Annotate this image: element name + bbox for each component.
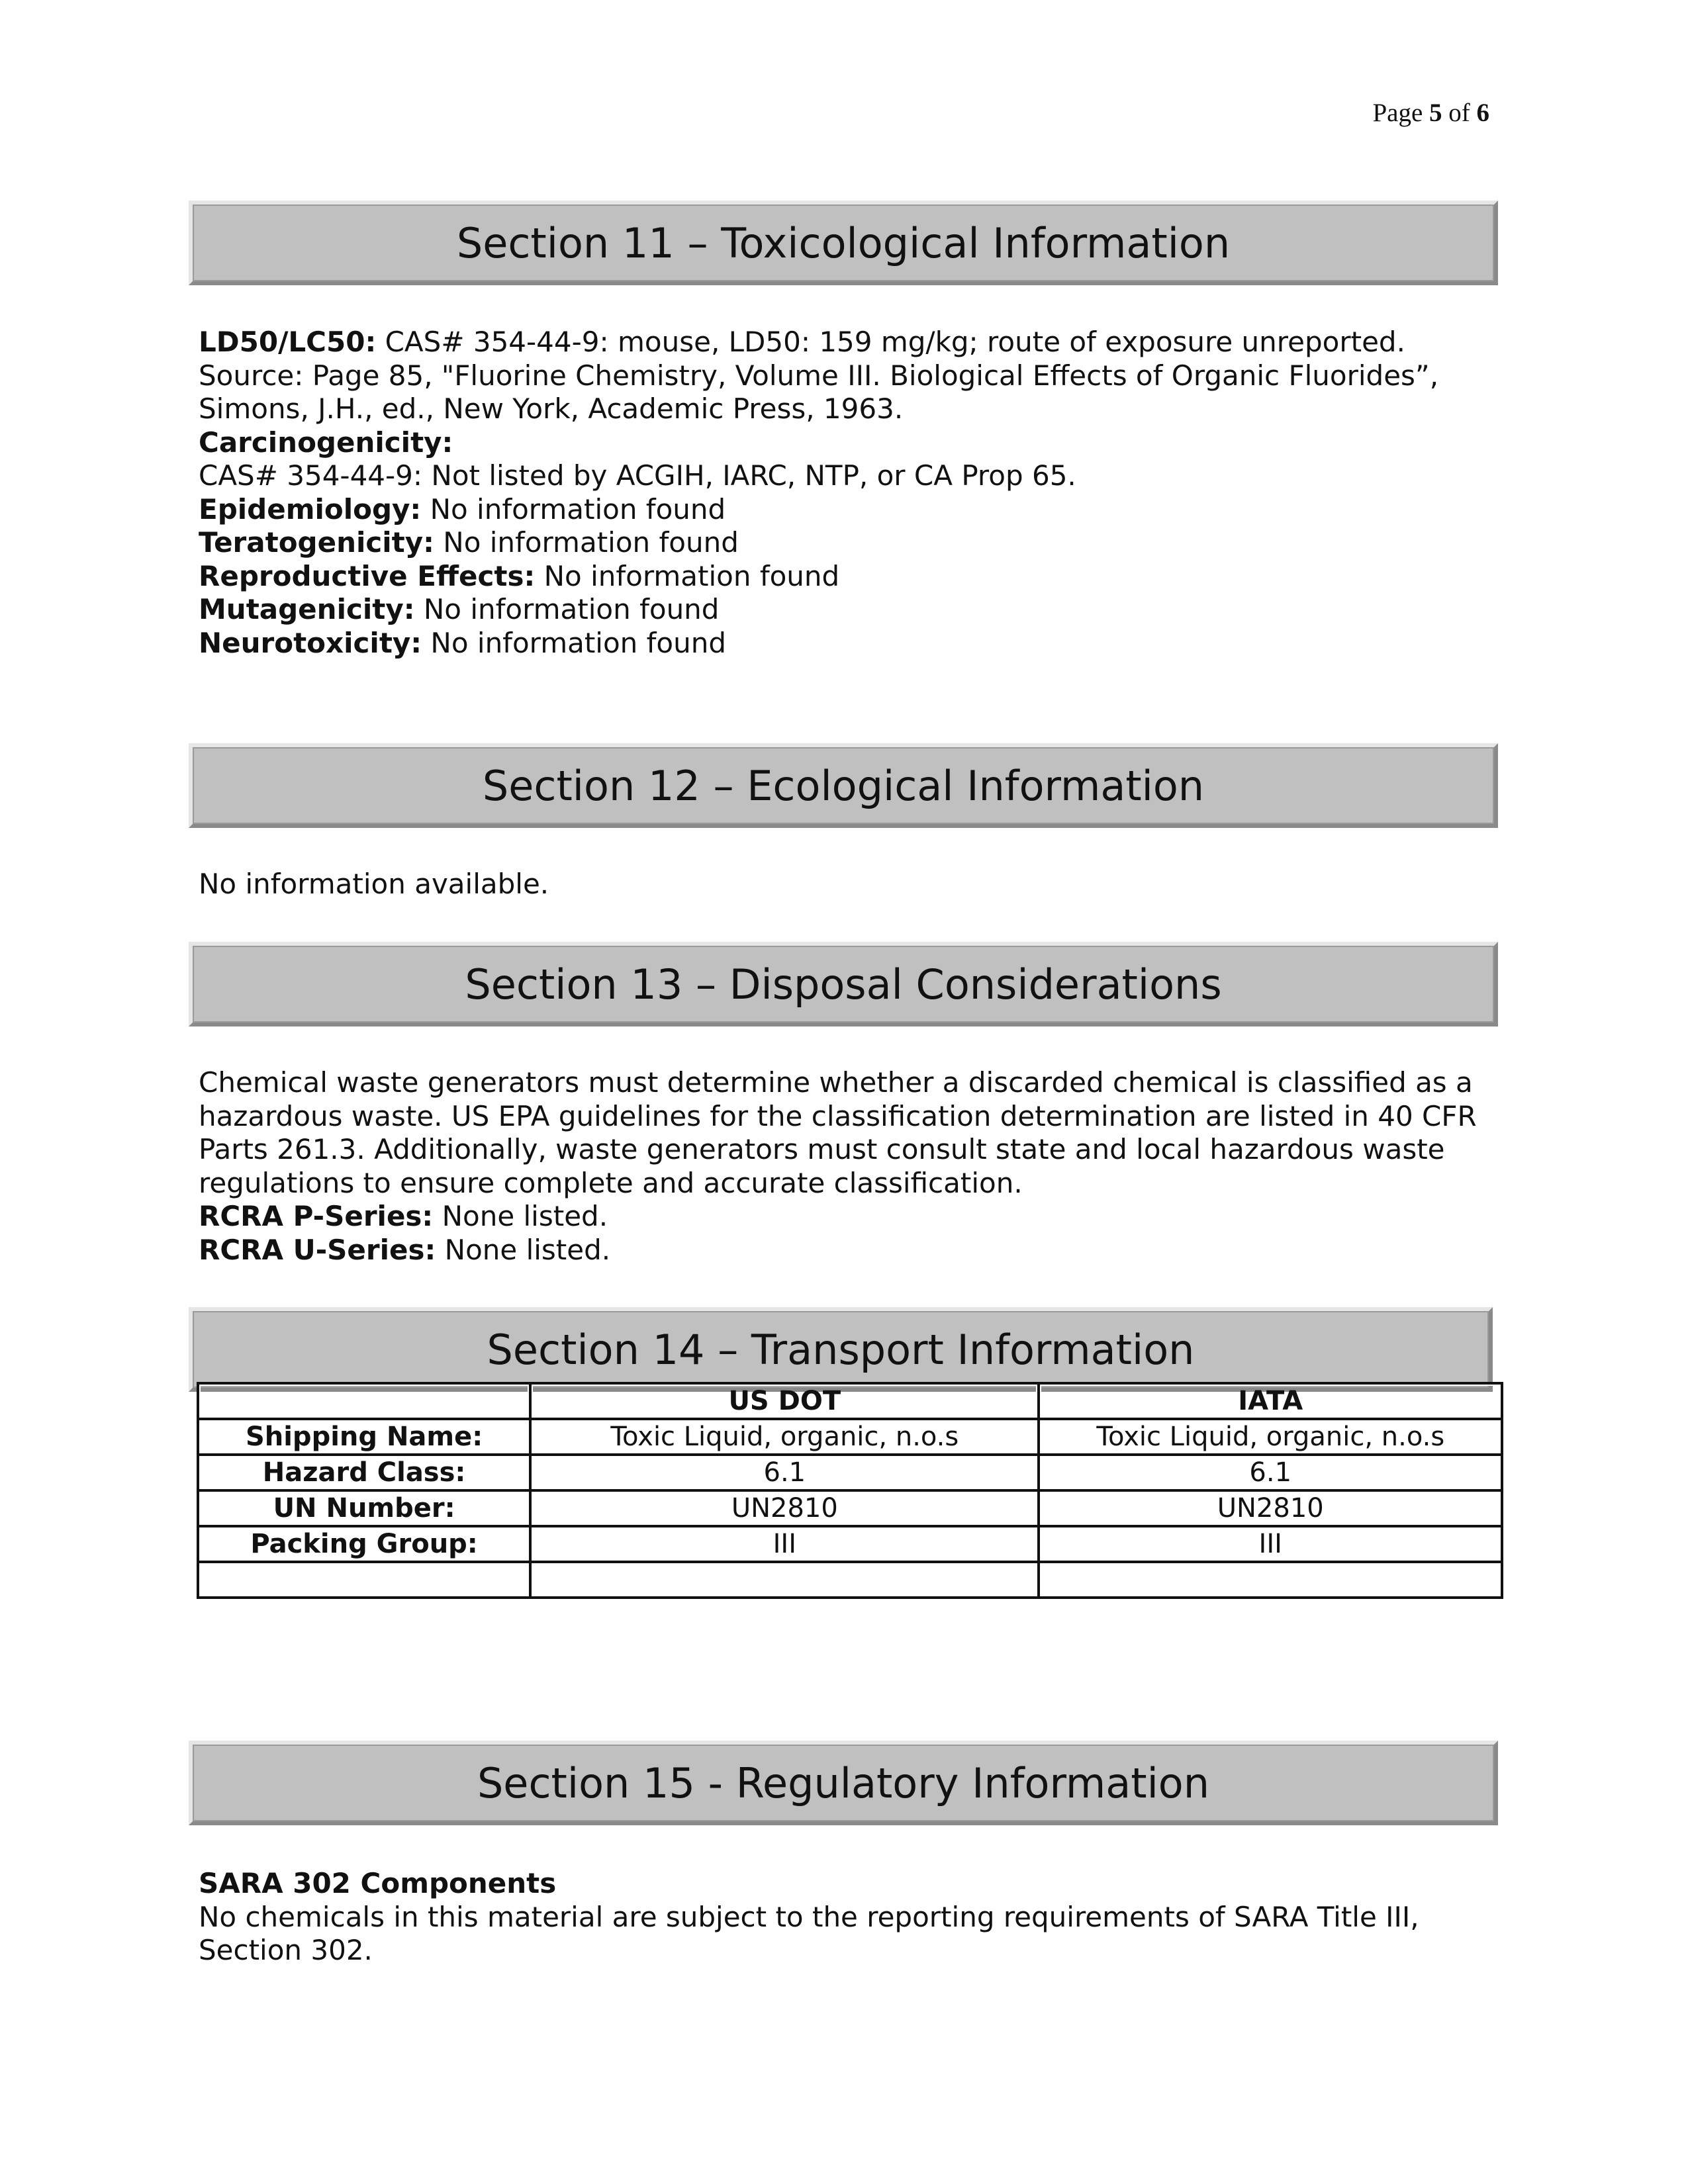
source-line-2: Simons, J.H., ed., New York, Academic Press, 1963. — [199, 392, 904, 425]
disposal-line-4: regulations to ensure complete and accurate classification. — [199, 1166, 1023, 1199]
iata-value: UN2810 — [1039, 1490, 1502, 1526]
source-line-1: Source: Page 85, "Fluorine Chemistry, Volume III. Biological Effects of Organic Fluorides”, — [199, 359, 1439, 392]
page-prefix: Page — [1372, 99, 1423, 127]
iata-value: 6.1 — [1039, 1455, 1502, 1490]
page-number — [1372, 98, 1489, 128]
disposal-line-3: Parts 261.3. Additionally, waste generators must consult state and local hazardous waste — [199, 1133, 1445, 1165]
ld50-text: CAS# 354-44-9: mouse, LD50: 159 mg/kg; route of exposure unreported. — [376, 326, 1405, 358]
row-label: Shipping Name: — [198, 1419, 530, 1455]
section-14-title: Section 14 – Transport Information — [487, 1325, 1195, 1374]
us-dot-value: III — [530, 1526, 1039, 1562]
row-label — [198, 1562, 530, 1598]
epidemiology-line — [199, 493, 1496, 527]
iata-value — [1039, 1562, 1502, 1598]
section-14-header — [189, 1307, 1493, 1392]
mutagenicity-line — [199, 593, 1496, 627]
reproductive-label: Reproductive Effects: — [199, 559, 536, 592]
teratogenicity-label: Teratogenicity: — [199, 526, 434, 559]
section-12-header — [189, 743, 1498, 828]
rcra-u-label: RCRA U-Series: — [199, 1233, 436, 1266]
table-row — [198, 1455, 1502, 1490]
section-12-body — [199, 868, 1496, 901]
teratogenicity-line — [199, 526, 1496, 560]
neurotoxicity-line — [199, 627, 1496, 660]
teratogenicity-text: No information found — [434, 526, 739, 559]
rcra-p-label: RCRA P-Series: — [199, 1200, 434, 1232]
section-11-title: Section 11 – Toxicological Information — [456, 218, 1231, 267]
mutagenicity-text: No information found — [414, 593, 720, 625]
section-15-header — [189, 1741, 1498, 1825]
ecological-text: No information available. — [199, 868, 549, 900]
section-11-header — [189, 201, 1498, 285]
sara-line-2: Section 302. — [199, 1934, 373, 1966]
section-11-body — [199, 326, 1496, 660]
sara-label-line — [199, 1867, 1496, 1901]
disposal-line-2: hazardous waste. US EPA guidelines for the classification determination are listed in 40 CFR — [199, 1099, 1477, 1132]
section-13-header — [189, 942, 1498, 1026]
row-label: UN Number: — [198, 1490, 530, 1526]
rcra-u-line — [199, 1234, 1496, 1267]
header-cell-blank — [198, 1383, 530, 1419]
transport-table — [197, 1382, 1503, 1599]
table-row — [198, 1562, 1502, 1598]
us-dot-value — [530, 1562, 1039, 1598]
ld50-label: LD50/LC50: — [199, 326, 377, 358]
us-dot-value: 6.1 — [530, 1455, 1039, 1490]
sara-line-1: No chemicals in this material are subject to the reporting requirements of SARA Title III, — [199, 1900, 1419, 1933]
carcinogenicity-text: CAS# 354-44-9: Not listed by ACGIH, IARC, NTP, or CA Prop 65. — [199, 459, 1076, 492]
section-13-body — [199, 1066, 1496, 1267]
section-15-title: Section 15 - Regulatory Information — [477, 1758, 1210, 1807]
disposal-line-1: Chemical waste generators must determine whether a discarded chemical is classified as a — [199, 1066, 1473, 1099]
carcinogenicity-label-line — [199, 426, 1496, 460]
page-of: of — [1448, 99, 1470, 127]
reproductive-text: No information found — [535, 559, 840, 592]
us-dot-value: UN2810 — [530, 1490, 1039, 1526]
page-current: 5 — [1429, 99, 1442, 127]
iata-value: Toxic Liquid, organic, n.o.s — [1039, 1419, 1502, 1455]
section-12-title: Section 12 – Ecological Information — [482, 761, 1205, 810]
page-total: 6 — [1476, 99, 1489, 127]
mutagenicity-label: Mutagenicity: — [199, 593, 415, 625]
table-row — [198, 1419, 1502, 1455]
reproductive-line — [199, 560, 1496, 594]
sara-label: SARA 302 Components — [199, 1867, 557, 1899]
iata-value: III — [1039, 1526, 1502, 1562]
rcra-p-line — [199, 1200, 1496, 1234]
ld50-line — [199, 326, 1496, 359]
epidemiology-text: No information found — [421, 492, 726, 525]
row-label: Packing Group: — [198, 1526, 530, 1562]
header-cell-us-dot: US DOT — [530, 1383, 1039, 1419]
rcra-u-text: None listed. — [436, 1233, 611, 1266]
neurotoxicity-label: Neurotoxicity: — [199, 626, 422, 659]
table-row — [198, 1490, 1502, 1526]
us-dot-value: Toxic Liquid, organic, n.o.s — [530, 1419, 1039, 1455]
table-header-row — [198, 1383, 1502, 1419]
epidemiology-label: Epidemiology: — [199, 492, 422, 525]
rcra-p-text: None listed. — [433, 1200, 608, 1232]
neurotoxicity-text: No information found — [422, 626, 727, 659]
header-cell-iata: IATA — [1039, 1383, 1502, 1419]
table-row — [198, 1526, 1502, 1562]
carcinogenicity-label: Carcinogenicity: — [199, 426, 453, 459]
section-13-title: Section 13 – Disposal Considerations — [465, 960, 1222, 1009]
row-label: Hazard Class: — [198, 1455, 530, 1490]
section-15-body — [199, 1867, 1496, 1968]
